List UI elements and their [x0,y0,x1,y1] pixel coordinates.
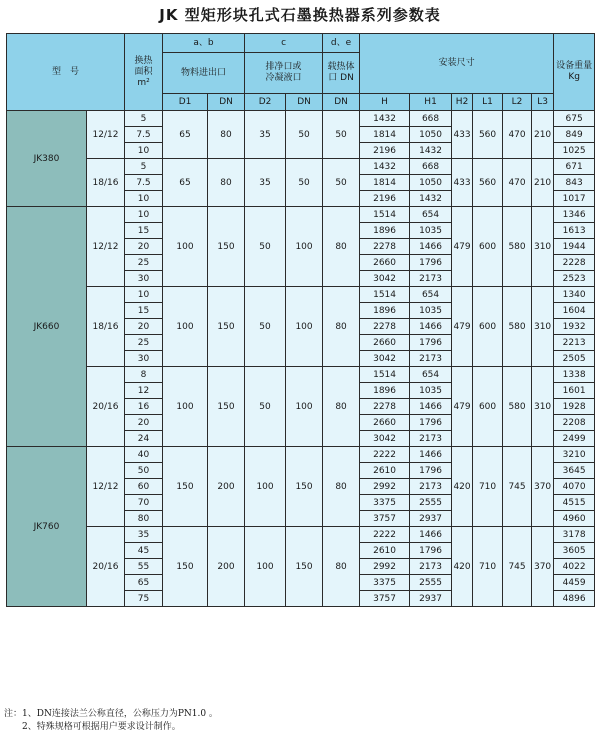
h-cell: 1514 [360,207,410,223]
l1-cell: 710 [473,447,503,527]
weight-cell: 4515 [554,495,595,511]
hole-spec-cell: 18/16 [87,159,125,207]
header-de-code: d、e [323,34,360,53]
weight-cell: 2499 [554,431,595,447]
h1-cell: 1796 [410,415,452,431]
area-cell: 7.5 [125,127,163,143]
h-cell: 1432 [360,111,410,127]
l2-cell: 580 [503,367,532,447]
dn3-cell: 80 [323,527,360,607]
weight-cell: 3605 [554,543,595,559]
dn1-cell: 150 [208,287,245,367]
hole-spec-cell: 20/16 [87,367,125,447]
h-cell: 2992 [360,559,410,575]
dn3-cell: 80 [323,447,360,527]
h1-cell: 1466 [410,399,452,415]
l1-cell: 600 [473,287,503,367]
h1-cell: 654 [410,287,452,303]
l1-cell: 600 [473,207,503,287]
h-cell: 3757 [360,591,410,607]
h1-cell: 1035 [410,223,452,239]
weight-cell: 2208 [554,415,595,431]
l3-cell: 210 [532,159,554,207]
h2-cell: 420 [452,527,473,607]
dn1-cell: 200 [208,447,245,527]
hole-spec-cell: 12/12 [87,111,125,159]
h-cell: 3042 [360,271,410,287]
weight-cell: 4070 [554,479,595,495]
note-1: 注：1、DN连接法兰公称直径，公称压力为PN1.0 。 [4,709,218,719]
area-cell: 25 [125,335,163,351]
area-cell: 40 [125,447,163,463]
header-weight: 设备重量 Kg [554,34,595,111]
hole-spec-cell: 18/16 [87,287,125,367]
area-cell: 7.5 [125,175,163,191]
dn3-cell: 50 [323,159,360,207]
header-area: 换热 面积 m² [125,34,163,111]
d2-cell: 50 [245,207,286,287]
h1-cell: 2173 [410,479,452,495]
weight-cell: 2505 [554,351,595,367]
header-c-name: 排净口或 冷凝液口 [245,53,323,94]
table-row [7,207,595,223]
area-cell: 10 [125,143,163,159]
weight-cell: 675 [554,111,595,127]
h1-cell: 668 [410,159,452,175]
hole-spec-cell: 12/12 [87,447,125,527]
dn3-cell: 80 [323,207,360,287]
l3-cell: 370 [532,447,554,527]
header-l1: L1 [473,94,503,111]
weight-cell: 1928 [554,399,595,415]
h1-cell: 1050 [410,127,452,143]
area-cell: 80 [125,511,163,527]
h1-cell: 1432 [410,143,452,159]
dn2-cell: 150 [286,447,323,527]
page-title: JK 型矩形块孔式石墨换热器系列参数表 [159,6,441,24]
weight-cell: 4960 [554,511,595,527]
header-d2: D2 [245,94,286,111]
h1-cell: 668 [410,111,452,127]
l1-cell: 560 [473,111,503,159]
weight-cell: 2523 [554,271,595,287]
h-cell: 2222 [360,527,410,543]
l1-cell: 600 [473,367,503,447]
h-cell: 3375 [360,575,410,591]
area-cell: 65 [125,575,163,591]
area-cell: 70 [125,495,163,511]
model-cell: JK660 [7,207,87,447]
area-cell: 10 [125,191,163,207]
area-cell: 5 [125,111,163,127]
d1-cell: 65 [163,111,208,159]
weight-cell: 1017 [554,191,595,207]
area-cell: 24 [125,431,163,447]
area-cell: 10 [125,207,163,223]
h2-cell: 433 [452,159,473,207]
area-cell: 20 [125,415,163,431]
weight-cell: 4459 [554,575,595,591]
d1-cell: 150 [163,527,208,607]
weight-cell: 1340 [554,287,595,303]
h2-cell: 420 [452,447,473,527]
area-cell: 25 [125,255,163,271]
d1-cell: 65 [163,159,208,207]
h-cell: 2660 [360,335,410,351]
h-cell: 2992 [360,479,410,495]
table-row [7,447,595,463]
h1-cell: 654 [410,207,452,223]
l3-cell: 310 [532,207,554,287]
h-cell: 1896 [360,223,410,239]
area-cell: 12 [125,383,163,399]
note-2: 2、特殊规格可根据用户要求设计制作。 [4,722,181,732]
dn2-cell: 100 [286,207,323,287]
d2-cell: 50 [245,287,286,367]
h1-cell: 1432 [410,191,452,207]
h-cell: 1514 [360,287,410,303]
l3-cell: 370 [532,527,554,607]
l3-cell: 210 [532,111,554,159]
header-d1: D1 [163,94,208,111]
weight-cell: 3210 [554,447,595,463]
header-l2: L2 [503,94,532,111]
h1-cell: 2173 [410,271,452,287]
dn2-cell: 50 [286,111,323,159]
d1-cell: 100 [163,367,208,447]
h-cell: 2660 [360,415,410,431]
h-cell: 3042 [360,351,410,367]
h-cell: 2278 [360,239,410,255]
area-cell: 16 [125,399,163,415]
weight-cell: 1604 [554,303,595,319]
weight-cell: 1613 [554,223,595,239]
weight-cell: 3178 [554,527,595,543]
header-dn3: DN [323,94,360,111]
l1-cell: 560 [473,159,503,207]
area-cell: 20 [125,319,163,335]
l3-cell: 310 [532,367,554,447]
weight-cell: 843 [554,175,595,191]
l2-cell: 745 [503,527,532,607]
header-c-code: c [245,34,323,53]
area-cell: 60 [125,479,163,495]
table-row [7,159,595,175]
d1-cell: 100 [163,287,208,367]
h1-cell: 2555 [410,575,452,591]
header-h: H [360,94,410,111]
area-cell: 75 [125,591,163,607]
h-cell: 1514 [360,367,410,383]
area-cell: 15 [125,303,163,319]
d1-cell: 100 [163,207,208,287]
header-model: 型 号 [7,34,125,111]
weight-cell: 1025 [554,143,595,159]
h1-cell: 1466 [410,527,452,543]
h-cell: 2610 [360,463,410,479]
h-cell: 2196 [360,143,410,159]
h2-cell: 479 [452,207,473,287]
weight-cell: 2228 [554,255,595,271]
d2-cell: 50 [245,367,286,447]
l2-cell: 580 [503,207,532,287]
h1-cell: 1796 [410,463,452,479]
dn3-cell: 50 [323,111,360,159]
h2-cell: 479 [452,367,473,447]
h1-cell: 1466 [410,239,452,255]
dn3-cell: 80 [323,367,360,447]
weight-cell: 849 [554,127,595,143]
h1-cell: 1466 [410,319,452,335]
area-cell: 15 [125,223,163,239]
area-cell: 45 [125,543,163,559]
h1-cell: 2937 [410,591,452,607]
h1-cell: 654 [410,367,452,383]
weight-cell: 1601 [554,383,595,399]
h-cell: 2222 [360,447,410,463]
weight-cell: 671 [554,159,595,175]
d2-cell: 100 [245,527,286,607]
dn1-cell: 150 [208,207,245,287]
h1-cell: 1050 [410,175,452,191]
area-cell: 35 [125,527,163,543]
parameter-table [6,33,595,607]
area-cell: 30 [125,351,163,367]
h1-cell: 2555 [410,495,452,511]
h-cell: 1432 [360,159,410,175]
h1-cell: 1466 [410,447,452,463]
h2-cell: 479 [452,287,473,367]
dn1-cell: 150 [208,367,245,447]
weight-cell: 1346 [554,207,595,223]
d2-cell: 100 [245,447,286,527]
table-row [7,367,595,383]
area-cell: 55 [125,559,163,575]
h-cell: 2660 [360,255,410,271]
h1-cell: 1796 [410,543,452,559]
weight-cell: 1338 [554,367,595,383]
l2-cell: 745 [503,447,532,527]
h1-cell: 1035 [410,383,452,399]
h-cell: 3042 [360,431,410,447]
dn2-cell: 100 [286,287,323,367]
h1-cell: 1796 [410,335,452,351]
h1-cell: 1035 [410,303,452,319]
area-cell: 5 [125,159,163,175]
header-h2: H2 [452,94,473,111]
h-cell: 2610 [360,543,410,559]
h1-cell: 2173 [410,559,452,575]
header-ab-name: 物料进出口 [163,53,245,94]
d1-cell: 150 [163,447,208,527]
l2-cell: 580 [503,287,532,367]
weight-cell: 4022 [554,559,595,575]
dn1-cell: 200 [208,527,245,607]
h1-cell: 2937 [410,511,452,527]
table-row [7,287,595,303]
weight-cell: 4896 [554,591,595,607]
dn2-cell: 100 [286,367,323,447]
h1-cell: 1796 [410,255,452,271]
h-cell: 3757 [360,511,410,527]
l2-cell: 470 [503,111,532,159]
h2-cell: 433 [452,111,473,159]
h-cell: 2278 [360,399,410,415]
table-row [7,111,595,127]
area-cell: 30 [125,271,163,287]
d2-cell: 35 [245,111,286,159]
area-cell: 8 [125,367,163,383]
l2-cell: 470 [503,159,532,207]
h-cell: 2278 [360,319,410,335]
area-cell: 20 [125,239,163,255]
header-h1: H1 [410,94,452,111]
h-cell: 2196 [360,191,410,207]
header-install: 安装尺寸 [360,34,554,94]
h1-cell: 2173 [410,351,452,367]
dn2-cell: 150 [286,527,323,607]
weight-cell: 1944 [554,239,595,255]
header-l3: L3 [532,94,554,111]
l1-cell: 710 [473,527,503,607]
h-cell: 1814 [360,127,410,143]
dn3-cell: 80 [323,287,360,367]
h-cell: 1814 [360,175,410,191]
table-row [7,527,595,543]
header-dn2: DN [286,94,323,111]
weight-cell: 3645 [554,463,595,479]
header-ab-code: a、b [163,34,245,53]
header-de-name: 载热体 口 DN [323,53,360,94]
h-cell: 1896 [360,303,410,319]
dn1-cell: 80 [208,111,245,159]
weight-cell: 2213 [554,335,595,351]
area-cell: 50 [125,463,163,479]
model-cell: JK760 [7,447,87,607]
l3-cell: 310 [532,287,554,367]
h1-cell: 2173 [410,431,452,447]
area-cell: 10 [125,287,163,303]
d2-cell: 35 [245,159,286,207]
dn2-cell: 50 [286,159,323,207]
h-cell: 1896 [360,383,410,399]
header-dn1: DN [208,94,245,111]
h-cell: 3375 [360,495,410,511]
notes [4,708,218,734]
weight-cell: 1932 [554,319,595,335]
model-cell: JK380 [7,111,87,207]
dn1-cell: 80 [208,159,245,207]
hole-spec-cell: 12/12 [87,207,125,287]
hole-spec-cell: 20/16 [87,527,125,607]
